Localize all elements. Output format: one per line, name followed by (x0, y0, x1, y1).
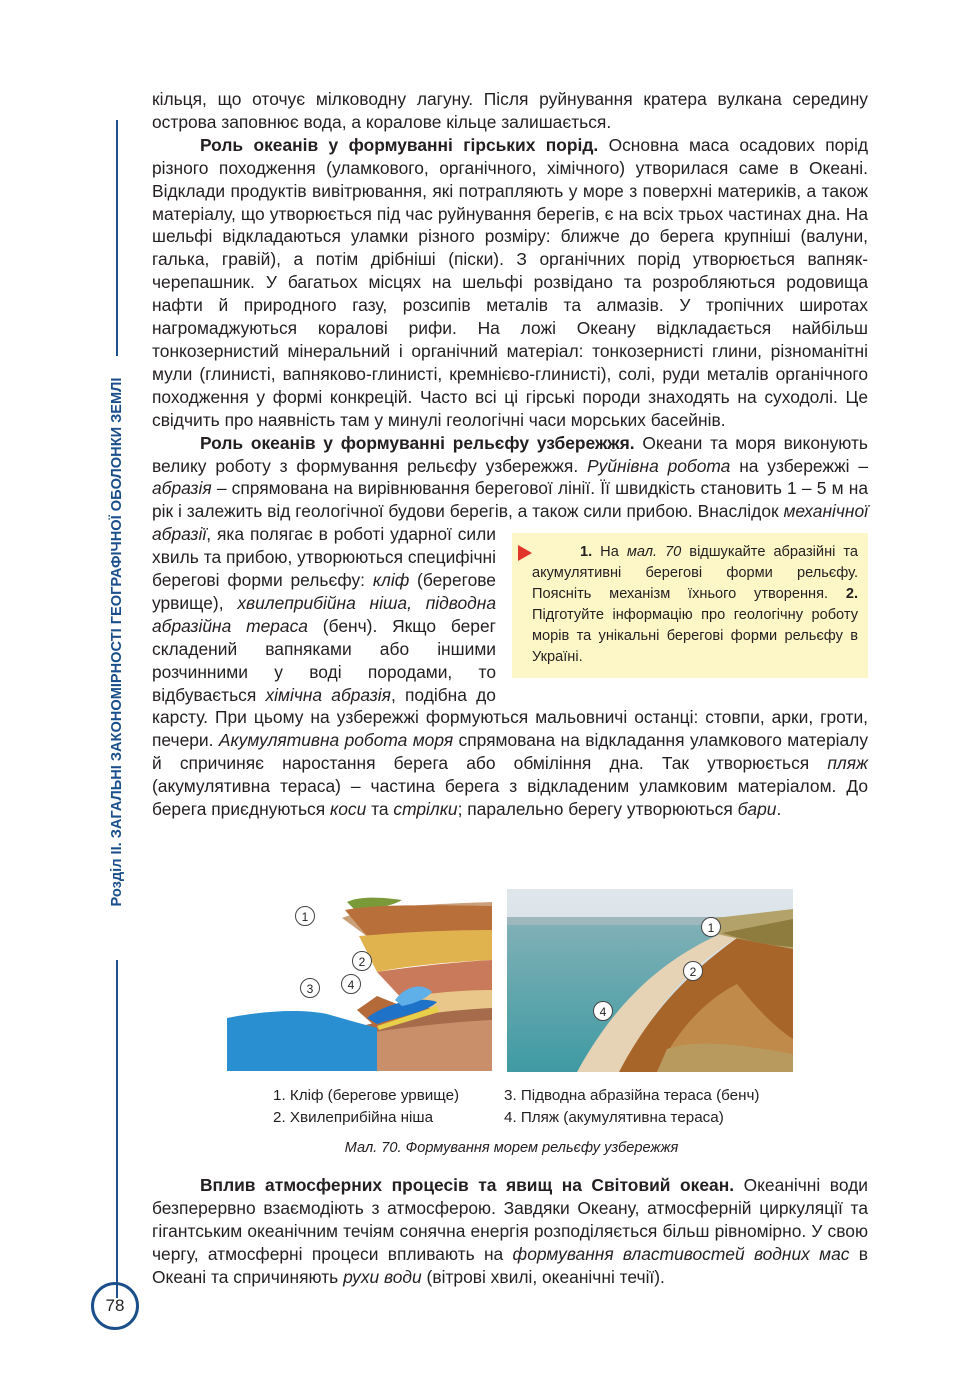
heading-coast: Роль океанів у формуванні рельєфу узбережжя. (200, 432, 635, 453)
paragraph-atmosphere: Вплив атмосферних процесів та явищ на Світовий океан. Океанічні води безперервно взаємодіють з атмосферою. Завдяки Океану, атмосферній циркуляції та гігантським океанічним течіям сонячна енергія розподіляється більш рівномірно. У свою чергу, атмосферні процеси впливають на формування властивостей водних мас в Океані та спричиняють рухи води (вітрові хвилі, океанічні течії). (152, 1175, 868, 1287)
paragraph-coast: Роль океанів у формуванні рельєфу узбережжя. Океани та моря виконують велику роботу з формування рельєфу узбережжя. Руйнівна робота на узбережжі – абразія – спрямована на вирівнювання берегової лінії. Її швидкість становить 1 – 5 м на рік і залежить від геологічної будови берегів, а також сили прибою. Внаслідок 1. На мал. 70 відшукайте абразійні та акумулятивні берегові форми рельєфу. Поясніть механізм їхнього утворення. 2. Підготуйте інформацію про геологічну роботу морів та унікальні берегові форми рельєфу в Україні. механічної абразії, яка полягає в роботі ударної сили хвиль та прибою, утворюються специфічні берегові форми рельєфу: кліф (берегове урвище), хвилеприбійна ніша, підводна абразійна тераса (бенч). Якщо берег складений вапняками або іншими розчинними у воді породами, то відбувається хімічна абразія, подібна до карсту. При цьому на узбережжі формуються мальовничі останці: стовпи, арки, гроти, печери. Акумулятивна робота моря спрямована на відкладання уламкового матеріалу й спричиняє наростання берега або обміління дна. Так утворюється пляж (акумулятивна тераса) – частина берега з відкладеним уламковим матеріалом. До берега приєднуються коси та стрілки; паралельно берегу утворюються бари. (152, 432, 869, 820)
photo-label-2: 2 (683, 961, 703, 981)
legend-item: 2. Хвилеприбійна ніша (273, 1109, 434, 1126)
coast-diagram (227, 890, 492, 1071)
side-rule-bottom (116, 960, 118, 1298)
paragraph-rocks: Роль океанів у формуванні гірських порід. Основна маса осадових порід різного походження (уламкового, органічного, хімічного) утворилася саме в Океані. Відклади продуктів вивітрювання, які потрапляють у море з поверхні материків, а також матеріалу, що утворюється під час руйнування берегів, є на всіх трьох частинах дна. На шельфі відкладаються уламки різного розміру: ближче до берега крупніші (валуни, галька, гравій), а потім дрібніші (піски). З органічних порід утворюється вапняк-черепашник. У багатьох місцях на шельфі розвідано та розробляються родовища нафти й природного газу, розсипів металів та алмазів. У тропічних широтах нагромаджуються коралові рифи. На ложі Океану відкладається найбільш тонкозернистий мінеральний і органічний матеріал: тонкозернисті глини, різноманітні мули (глинисті, вапняково-глинисті, кремнієво-глинисті), солі, руди металів органічного походження у формі конкрецій. Часто всі ці гірські породи знаходять на суходолі. Це свідчить про наявність там у минулі геологічні часи морських басейнів. (152, 134, 868, 430)
upper-text (152, 88, 868, 821)
figure-legend-left (273, 1085, 459, 1129)
heading-atmosphere: Вплив атмосферних процесів та явищ на Світовий океан. (200, 1175, 735, 1195)
figure-caption: Мал. 70. Формування морем рельєфу узбережжя (344, 1140, 679, 1156)
diagram-label-2: 2 (352, 951, 372, 971)
page-number: 78 (91, 1282, 139, 1330)
lower-text (152, 1174, 868, 1289)
arrow-icon (518, 545, 532, 561)
coast-photo (507, 889, 793, 1072)
diagram-label-4: 4 (341, 974, 361, 994)
paragraph-lagoon: кільця, що оточує мілководну лагуну. Після руйнування кратера вулкана середину острова заповнює вода, а коралове кільце залишається. (152, 89, 868, 132)
legend-item: 3. Підводна абразійна тераса (бенч) (504, 1087, 760, 1104)
question-box: 1. На мал. 70 відшукайте абразійні та акумулятивні берегові форми рельєфу. Поясніть механізм їхнього утворення. 2. Підготуйте інформацію про геологічну роботу морів та унікальні берегові форми рельєфу в Україні. (512, 533, 868, 678)
legend-item: 4. Пляж (акумулятивна тераса) (504, 1109, 724, 1126)
diagram-label-3: 3 (300, 978, 320, 998)
figure-legend-right (504, 1085, 759, 1129)
photo-label-1: 1 (701, 917, 721, 937)
side-title-text: Розділ ІІ. ЗАГАЛЬНІ ЗАКОНОМІРНОСТІ ГЕОГРАФІЧНОЇ ОБОЛОНКИ ЗЕМЛІ (109, 377, 125, 907)
heading-rocks: Роль океанів у формуванні гірських порід. (200, 134, 599, 155)
photo-label-4: 4 (593, 1001, 613, 1021)
diagram-label-1: 1 (295, 906, 315, 926)
legend-item: 1. Кліф (берегове урвище) (273, 1087, 460, 1104)
